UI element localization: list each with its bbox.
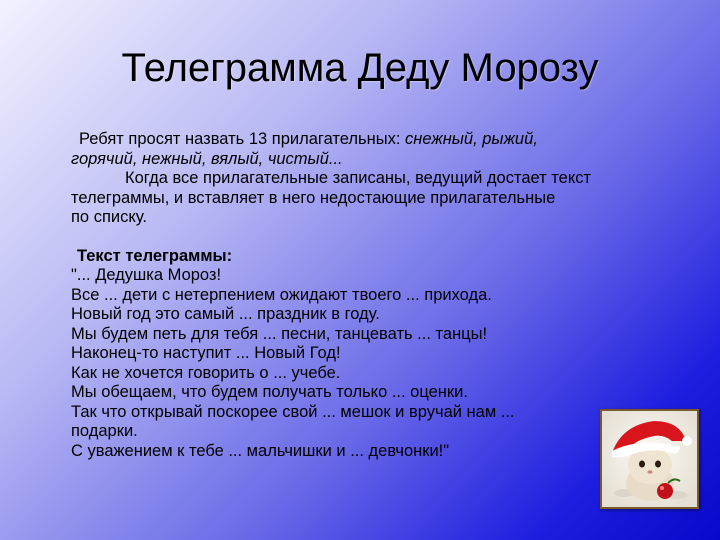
telegram-line: "... Дедушка Мороз! [71, 266, 222, 284]
telegram-line: Новый год это самый ... праздник в году. [71, 305, 380, 323]
instruction-line-2: телеграммы, и вставляет в него недостающие прилагательные [71, 188, 556, 207]
paragraph-spacer [71, 228, 681, 247]
telegram-heading: Текст телеграммы: [77, 246, 233, 265]
telegram-line: Все ... дети с нетерпением ожидают твоего ... прихода. [71, 285, 492, 304]
intro-italic-2: горячий, нежный, вялый, чистый... [71, 149, 343, 168]
telegram-line: Так что открывай поскорее свой ... мешок и вручай нам ... [71, 402, 515, 421]
telegram-line: Мы будем петь для тебя ... песни, танцевать ... танцы! [71, 324, 488, 343]
telegram-line: Наконец-то наступит ... Новый Год! [71, 344, 341, 362]
telegram-line: Как не хочется говорить о ... учебе. [71, 363, 341, 382]
intro-line-1 [71, 130, 681, 150]
intro-text: Ребят просят назвать 13 прилагательных: [79, 130, 406, 148]
instruction-line-3: по списку. [71, 208, 147, 226]
bunny-in-santa-hat-icon [602, 411, 697, 507]
slide-title: Телеграмма Деду Морозу [121, 46, 599, 90]
telegram-line: подарки. [71, 422, 138, 440]
bunny-picture [600, 409, 699, 509]
intro-italic-1: снежный, рыжий, [405, 130, 538, 148]
slide-body [71, 130, 681, 461]
instruction-line-1: Когда все прилагательные записаны, ведущий достает текст [125, 169, 592, 187]
telegram-line: С уважением к тебе ... мальчишки и ... девчонки!" [71, 441, 450, 460]
telegram-line: Мы обещаем, что будем получать только ... оценки. [71, 383, 468, 401]
